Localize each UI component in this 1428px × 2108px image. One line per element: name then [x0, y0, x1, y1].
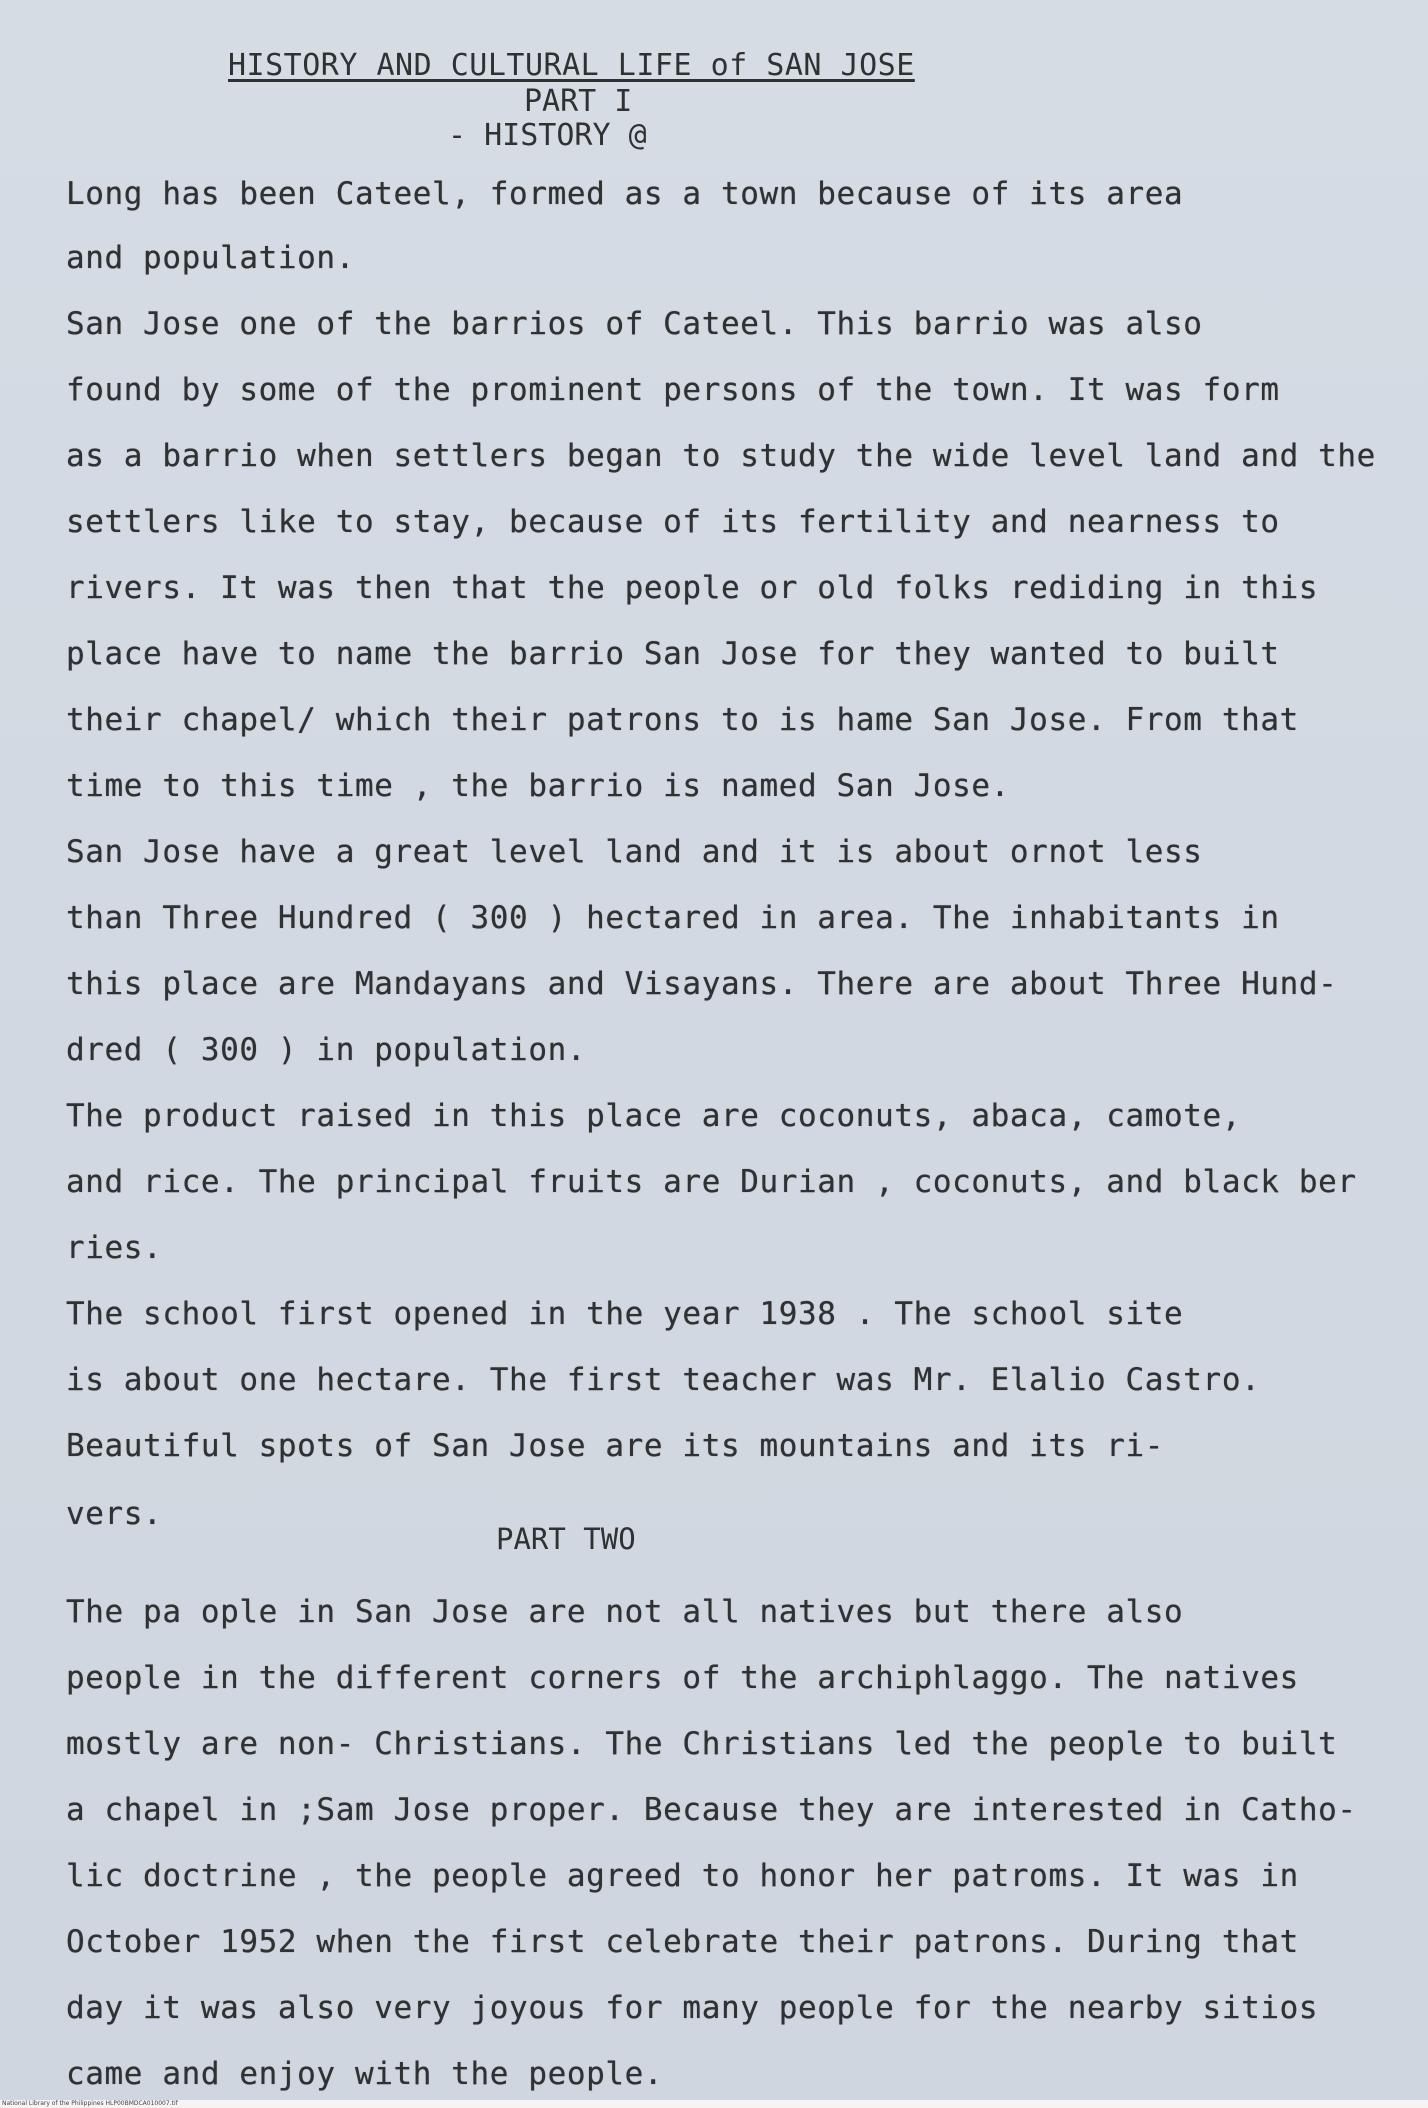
text-line: place have to name the barrio San Jose for they wanted to built: [66, 636, 1280, 672]
text-line: and rice. The principal fruits are Durian , coconuts, and black ber: [66, 1164, 1357, 1200]
text-line: time to this time , the barrio is named San Jose.: [66, 768, 1010, 804]
text-line: San Jose have a great level land and it is about ornot less: [66, 834, 1203, 870]
text-line: The school first opened in the year 1938 . The school site: [66, 1296, 1184, 1332]
text-line: a chapel in ;Sam Jose proper. Because they are interested in Catho-: [66, 1792, 1357, 1828]
text-line: day it was also very joyous for many people for the nearby sitios: [66, 1990, 1319, 2026]
text-line: settlers like to stay, because of its fertility and nearness to: [66, 504, 1280, 540]
text-line: Beautiful spots of San Jose are its mountains and its ri-: [66, 1428, 1165, 1464]
document-title: HISTORY AND CULTURAL LIFE of SAN JOSE: [228, 48, 915, 83]
text-line: October 1952 when the first celebrate their patrons. During that: [66, 1924, 1299, 1960]
text-line: came and enjoy with the people.: [66, 2056, 664, 2092]
text-line: San Jose one of the barrios of Cateel. This barrio was also: [66, 306, 1203, 342]
text-line: lic doctrine , the people agreed to honor her patroms. It was in: [66, 1858, 1299, 1894]
text-line: their chapel/ which their patrons to is hame San Jose. From that: [66, 702, 1299, 738]
history-subheading: - HISTORY @: [448, 118, 647, 153]
text-line: rivers. It was then that the people or old folks rediding in this: [66, 570, 1319, 606]
text-line: vers.: [66, 1496, 163, 1532]
scan-footer: National Library of the Philippines HLP00BMDCA010007.tif: [0, 2100, 1428, 2108]
part-one-heading: PART I: [524, 84, 633, 119]
text-line: is about one hectare. The first teacher was Mr. Elalio Castro.: [66, 1362, 1261, 1398]
text-line: The pa ople in San Jose are not all natives but there also: [66, 1594, 1184, 1630]
text-line: found by some of the prominent persons of the town. It was form: [66, 372, 1280, 408]
text-line: ries.: [66, 1230, 163, 1266]
text-line: The product raised in this place are coconuts, abaca, camote,: [66, 1098, 1242, 1134]
text-line: people in the different corners of the archiphlaggo. The natives: [66, 1660, 1299, 1696]
text-line: Long has been Cateel, formed as a town because of its area: [66, 176, 1184, 212]
text-line: as a barrio when settlers began to study the wide level land and the: [66, 438, 1376, 474]
text-line: and population.: [66, 240, 355, 276]
text-line: mostly are non- Christians. The Christians led the people to built: [66, 1726, 1338, 1762]
text-line: dred ( 300 ) in population.: [66, 1032, 587, 1068]
text-line: than Three Hundred ( 300 ) hectared in area. The inhabitants in: [66, 900, 1280, 936]
part-two-heading: PART TWO: [496, 1522, 636, 1556]
text-line: this place are Mandayans and Visayans. There are about Three Hund-: [66, 966, 1338, 1002]
